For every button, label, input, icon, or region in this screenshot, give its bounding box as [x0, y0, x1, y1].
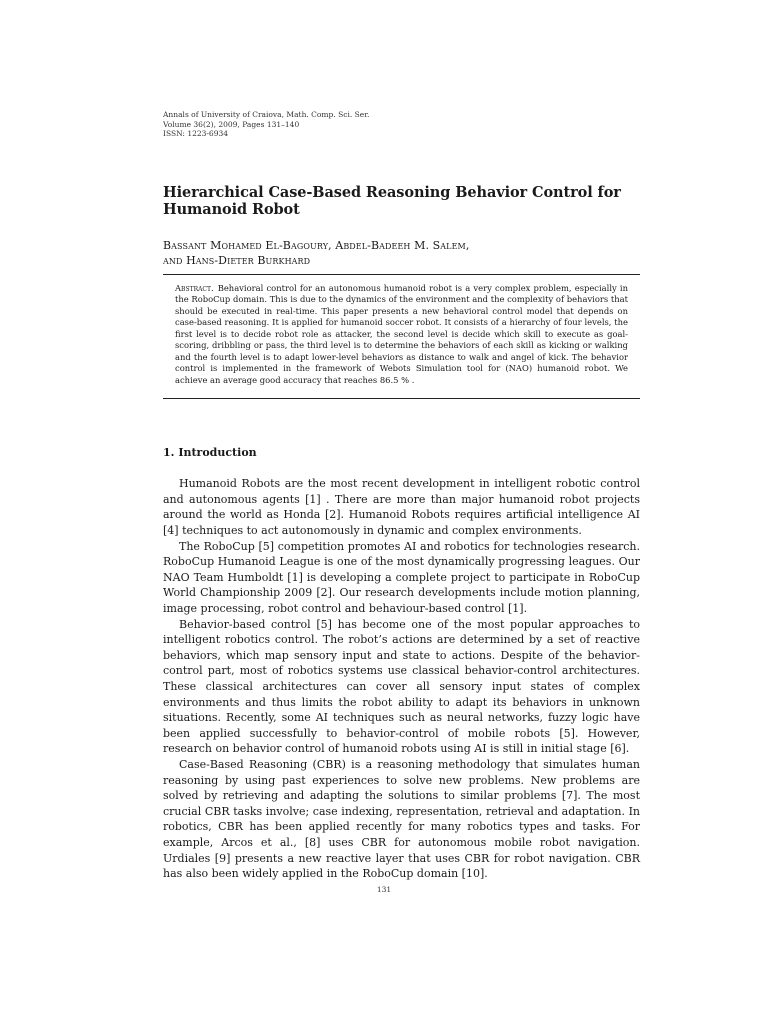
journal-name: Annals of University of Craiova, Math. Comp. Sci. Ser. [163, 110, 370, 119]
paper-title-line-1: Hierarchical Case-Based Reasoning Behavior Control for [163, 183, 621, 201]
body-paragraph: Case-Based Reasoning (CBR) is a reasoning methodology that simulates human reasoning by using past experiences to solve new problems. New problems are solved by retrieving and adapting the solutions to similar problems [7]. The most crucial CBR tasks involve; case indexing, representation, retrieval and adaptation. In robotics, CBR has been applied recently for many robotics types and tasks. For example, Arcos et al., [8] uses CBR for autonomous mobile robot navigation. Urdiales [9] presents a new reactive layer that uses CBR for robot navigation. CBR has also been widely applied in the RoboCup domain [10]. [163, 757, 640, 881]
journal-issn: ISSN: 1223-6934 [163, 129, 229, 139]
author-line-2: and Hans-Dieter Burkhard [163, 254, 311, 268]
section-heading: 1. Introduction [163, 446, 257, 460]
journal-volume: Volume 36(2), 2009, Pages 131–140 [163, 119, 300, 129]
author-line-1: Bassant Mohamed El-Bagoury, Abdel-Badeeh M. Salem, [163, 238, 470, 252]
journal-info [163, 110, 640, 139]
author-list [163, 238, 640, 269]
section-body [163, 476, 640, 881]
body-paragraph: Humanoid Robots are the most recent development in intelligent robotic control and autonomous agents [1] . There are more than major humanoid robot projects around the world as Honda [2]. Humanoid Robots requires artificial intelligence AI [4] techniques to act autonomously in dynamic and complex environments. [163, 477, 640, 538]
body-paragraph: The RoboCup [5] competition promotes AI and robotics for technologies research. RoboCup Humanoid League is one of the most dynamically progressing leagues. Our NAO Team Humboldt [1] is developing a complete project to participate in RoboCup World Championship 2009 [2]. Our research developments include motion planning, image processing, robot control and behaviour-based control [1]. [163, 539, 640, 616]
abstract-top-rule [163, 274, 640, 275]
abstract-block [175, 283, 628, 387]
abstract-label: Abstract. [175, 282, 214, 293]
page-number: 131 [376, 885, 392, 894]
paper-title [163, 184, 640, 219]
paper-title-line-2: Humanoid Robot [163, 201, 300, 219]
abstract-bottom-rule [163, 398, 640, 399]
body-paragraph: Behavior-based control [5] has become one of the most popular approaches to intelligent robotics control. The robot’s actions are determined by a set of reactive behaviors, which map sensory input and state to actions. Despite of the behavior-control part, most of robotics systems use classical behavior-control architectures. These classical architectures can cover all sensory input states of complex environments and thus limits the robot ability to adapt its behaviors in unknown situations. Recently, some AI techniques such as neural networks, fuzzy logic have been applied successfully to behavior-control of mobile robots [5]. However, research on behavior control of humanoid robots using AI is still in initial stage [6]. [163, 617, 640, 756]
paper-page [163, 110, 640, 882]
abstract-text: Behavioral control for an autonomous humanoid robot is a very complex problem, especially in the RoboCup domain. This is due to the dynamics of the environment and the complexity of behaviors that should be executed in real-time. This paper presents a new behavioral control model that depends on case-based reasoning. It is applied for humanoid soccer robot. It consists of a hierarchy of four levels, the first level is to decide robot role as attacker, the second level is decide which skill to execute as goal-scoring, dribbling or pass, the third level is to determine the behaviors of each skill as kicking or walking and the fourth level is to adapt lower-level behaviors as distance to walk and angel of kick. The behavior control is implemented in the framework of Webots Simulation tool for (NAO) humanoid robot. We achieve an average good accuracy that reaches 86.5 % . [175, 282, 628, 385]
